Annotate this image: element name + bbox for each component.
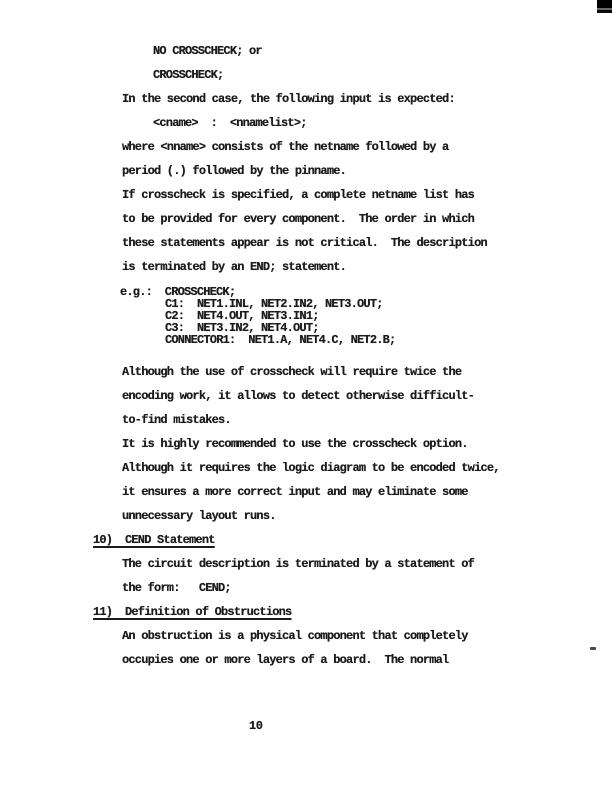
text-line: to be provided for every component. The order in which [122, 212, 475, 226]
text-line: where <nname> consists of the netname followed by a [122, 140, 449, 154]
text-line: to-find mistakes. [122, 413, 231, 427]
text-line: Although it requires the logic diagram to be encoded twice, [122, 461, 500, 475]
text-line: An obstruction is a physical component that completely [122, 629, 468, 643]
section-heading: 10) CEND Statement [93, 533, 215, 547]
text-line: occupies one or more layers of a board. The normal [122, 653, 449, 667]
text-line: C1: NET1.INL, NET2.IN2, NET3.OUT; [165, 297, 383, 311]
text-line: unnecessary layout runs. [122, 509, 276, 523]
text-line: In the second case, the following input is expected: [122, 92, 455, 106]
text-line: CROSSCHECK; [153, 68, 224, 82]
text-line: If crosscheck is specified, a complete netname list has [122, 188, 475, 202]
text-line: the form: CEND; [122, 581, 231, 595]
text-line: C2: NET4.OUT, NET3.IN1; [165, 309, 319, 323]
section-heading: 11) Definition of Obstructions [93, 605, 292, 619]
text-line: NO CROSSCHECK; or [153, 44, 262, 58]
text-line: is terminated by an END; statement. [122, 260, 347, 274]
page-number: 10 [249, 719, 263, 733]
text-line: It is highly recommended to use the crosscheck option. [122, 437, 468, 451]
scan-artifact-corner [597, 0, 612, 13]
text-line: it ensures a more correct input and may eliminate some [122, 485, 468, 499]
text-line: period (.) followed by the pinname. [122, 164, 347, 178]
text-line: CONNECTOR1: NET1.A, NET4.C, NET2.B; [165, 333, 396, 347]
text-line: C3: NET3.IN2, NET4.OUT; [165, 321, 319, 335]
text-line: The circuit description is terminated by a statement of [122, 557, 475, 571]
text-line: encoding work, it allows to detect otherwise difficult- [122, 389, 475, 403]
text-line: e.g.: CROSSCHECK; [120, 285, 236, 299]
text-line: these statements appear is not critical. The description [122, 236, 487, 250]
text-line: <cname> : <nnamelist>; [153, 116, 307, 130]
scan-artifact-speck [590, 647, 596, 650]
text-line: Although the use of crosscheck will require twice the [122, 365, 462, 379]
